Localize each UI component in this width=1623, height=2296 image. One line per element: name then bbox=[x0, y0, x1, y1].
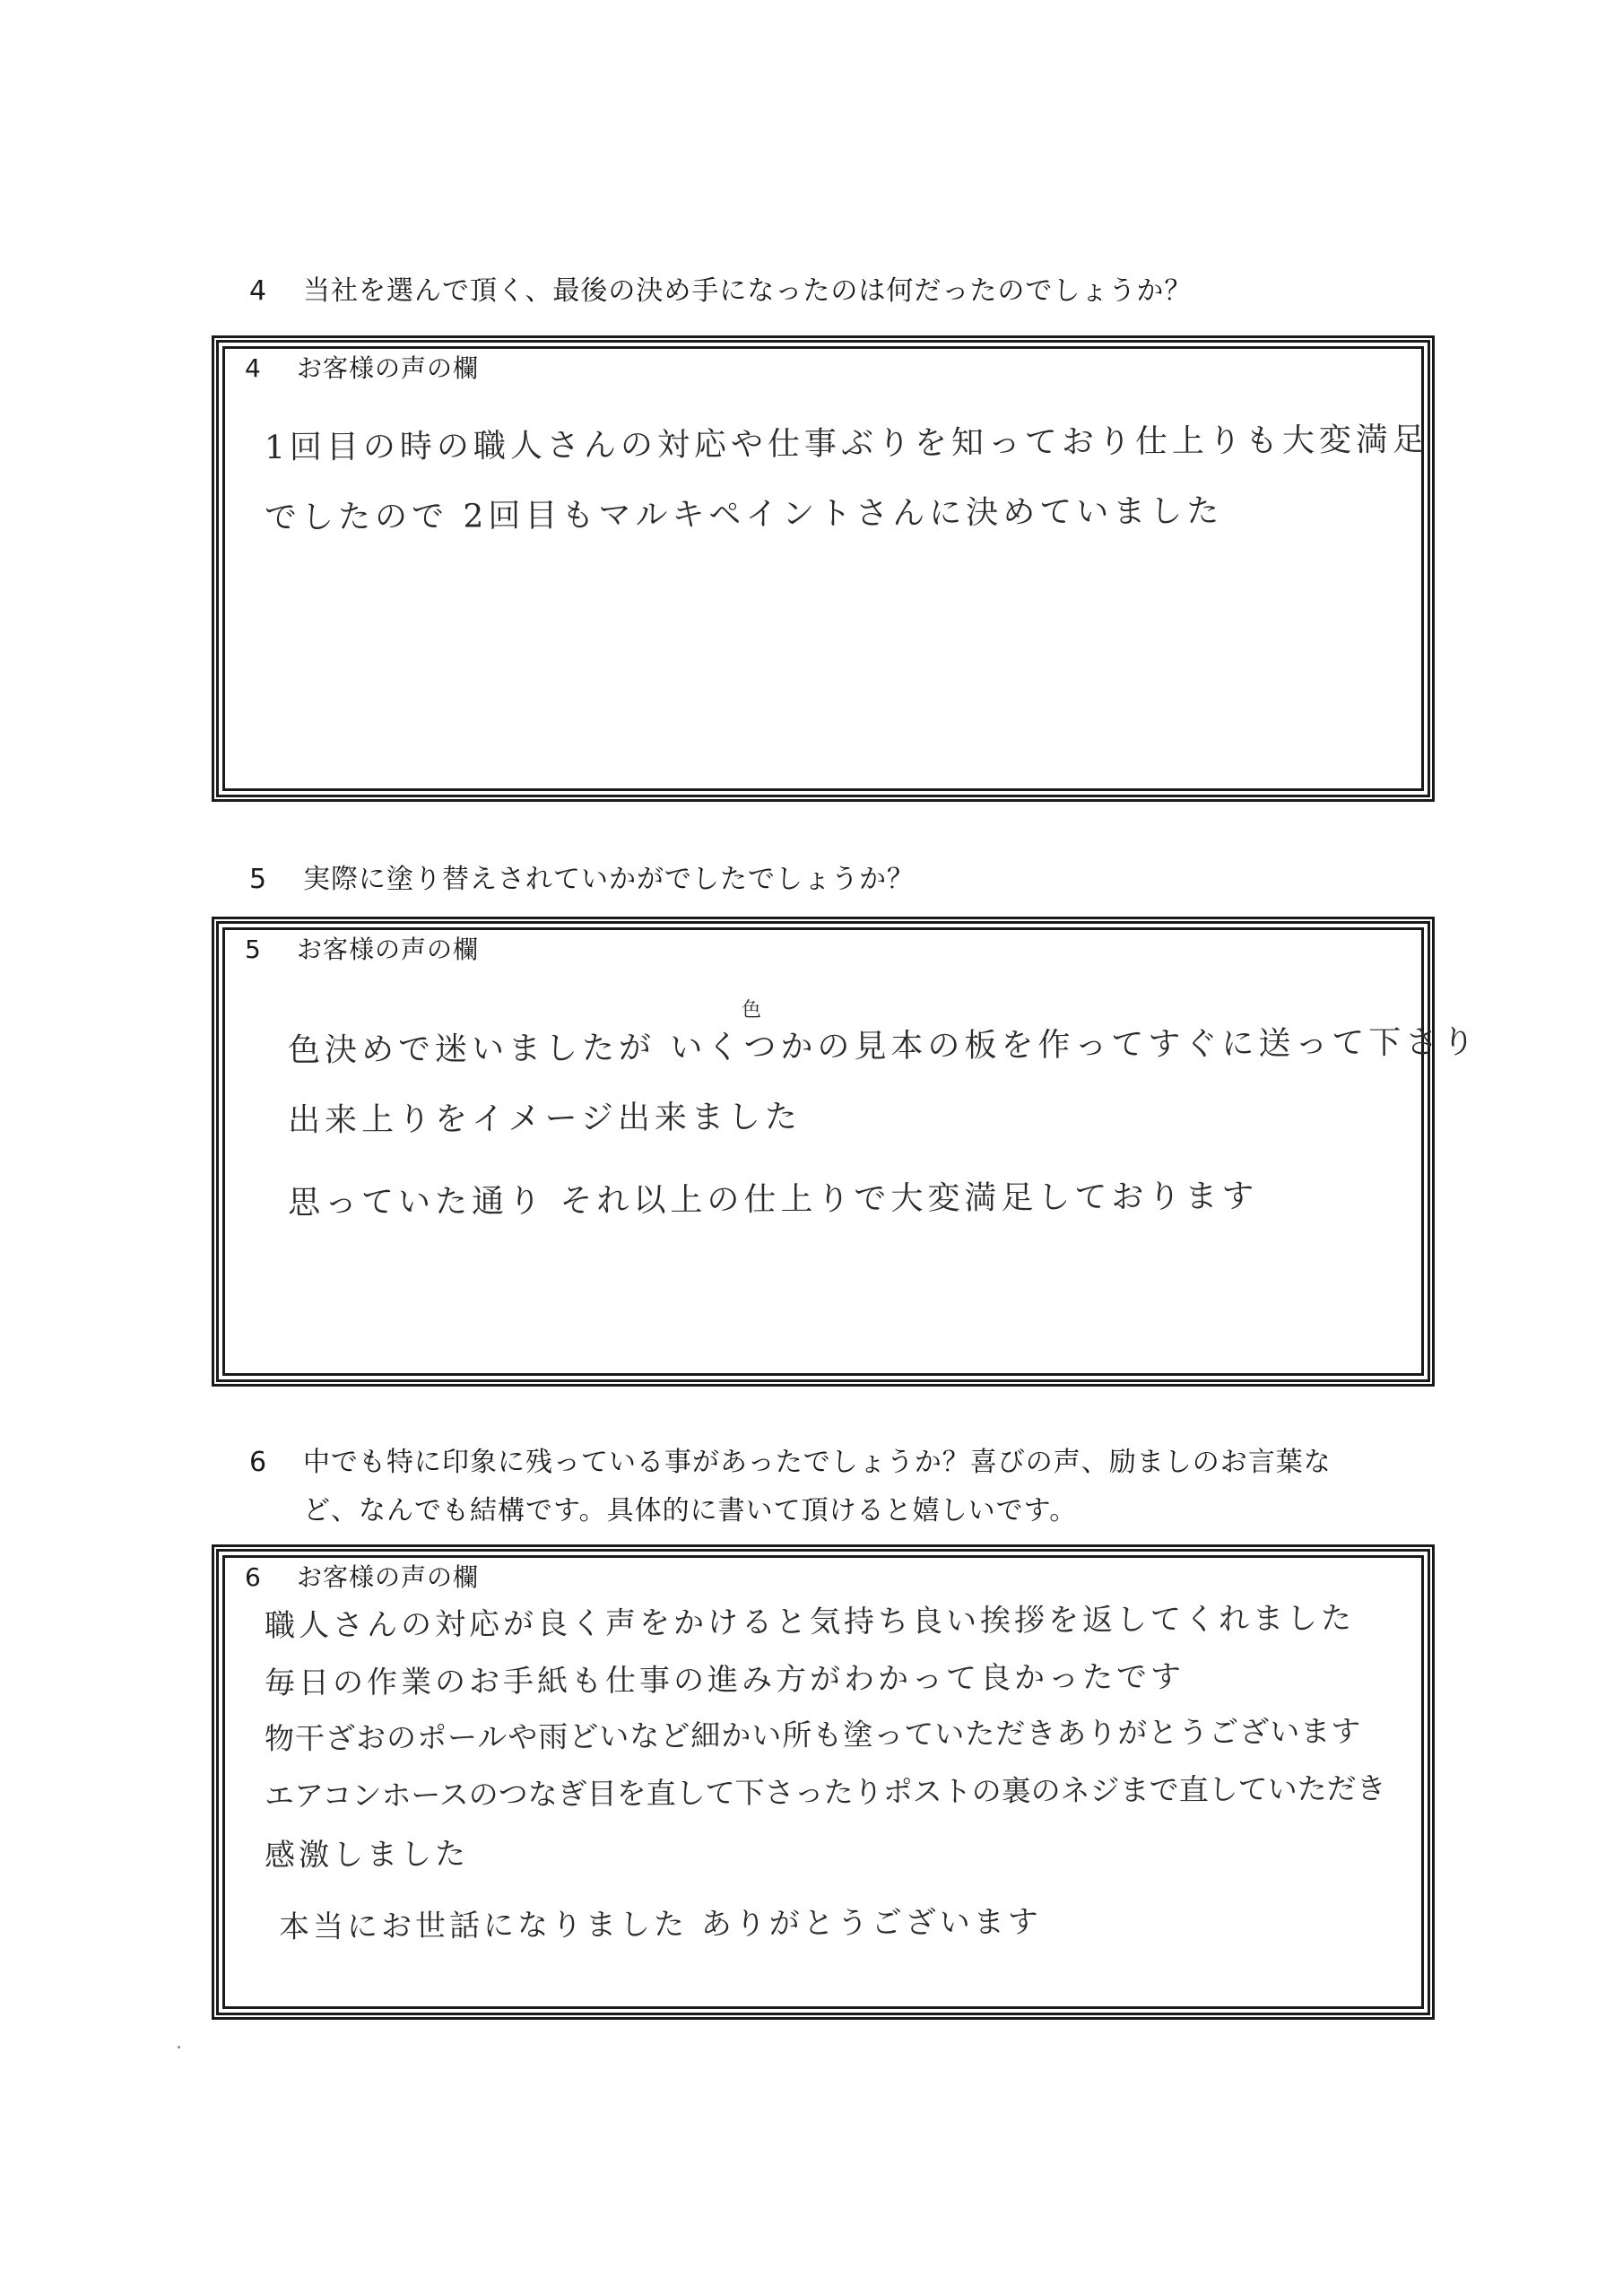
question-number: 6 bbox=[249, 1447, 268, 1478]
question-text: 中でも特に印象に残っている事があったでしょうか？喜びの声、励ましのお言葉な bbox=[303, 1447, 1332, 1478]
question-text: 実際に塗り替えされていかがでしたでしょうか？ bbox=[303, 864, 915, 895]
handwritten-line: でしたので 2回目もマルキペイントさんに決めていました bbox=[264, 492, 1224, 536]
answer-box-inner bbox=[222, 346, 1430, 791]
handwritten-line: 本当にお世話になりました ありがとうございます bbox=[278, 1904, 1042, 1945]
question-number: 4 bbox=[249, 275, 268, 307]
handwritten-line: 色決めで迷いましたが いくつかの見本の板を作ってすぐに送って下さり bbox=[287, 1023, 1480, 1069]
question-6 bbox=[249, 1439, 1442, 1535]
answer-box-title: お客様の声の欄 bbox=[297, 1562, 480, 1592]
handwritten-line: 毎日の作業のお手紙も仕事の進み方がわかって良かったです bbox=[264, 1658, 1185, 1701]
question-text-continuation: ど、なんでも結構です。具体的に書いて頂けると嬉しいです。 bbox=[303, 1495, 1078, 1526]
answer-box-inner bbox=[222, 927, 1480, 1376]
answer-box-header bbox=[245, 930, 479, 970]
answer-box-title: お客様の声の欄 bbox=[297, 935, 480, 964]
answer-box-header bbox=[245, 349, 479, 388]
answer-box-title: お客様の声の欄 bbox=[297, 353, 480, 383]
answer-box-5 bbox=[212, 917, 1480, 1387]
answer-box-number: 5 bbox=[245, 935, 262, 964]
answer-box-number: 6 bbox=[245, 1562, 262, 1592]
answer-box-6 bbox=[212, 1544, 1435, 2020]
answer-box-inner bbox=[222, 1555, 1424, 2009]
answer-box-4 bbox=[212, 335, 1435, 802]
answer-box-header bbox=[245, 1558, 479, 1597]
handwritten-line: 出来上りをイメージ出来ました bbox=[287, 1099, 803, 1139]
scan-speck bbox=[178, 2046, 180, 2048]
question-4 bbox=[249, 267, 1442, 316]
question-text: 当社を選んで頂く、最後の決め手になったのは何だったのでしょうか？ bbox=[303, 275, 1193, 307]
handwritten-line: エアコンホースのつなぎ目を直して下さったりポストの裏のネジまで直していただき bbox=[264, 1770, 1386, 1813]
handwritten-line: 職人さんの対応が良く声をかけると気持ち良い挨拶を返してくれました bbox=[264, 1600, 1356, 1644]
handwritten-ruby: 色 bbox=[742, 999, 762, 1022]
handwritten-line: 物干ざおのポールや雨どいなど細かい所も塗っていただきありがとうございます bbox=[264, 1713, 1362, 1756]
handwritten-line: 思っていた通り それ以上の仕上りで大変満足しております bbox=[287, 1178, 1259, 1222]
question-5 bbox=[249, 856, 1442, 904]
question-number: 5 bbox=[249, 864, 268, 895]
handwritten-line: 感激しました bbox=[264, 1836, 470, 1874]
answer-box-number: 4 bbox=[245, 353, 262, 383]
handwritten-line: 1回目の時の職人さんの対応や仕事ぶりを知っており仕上りも大変満足 bbox=[264, 421, 1430, 466]
